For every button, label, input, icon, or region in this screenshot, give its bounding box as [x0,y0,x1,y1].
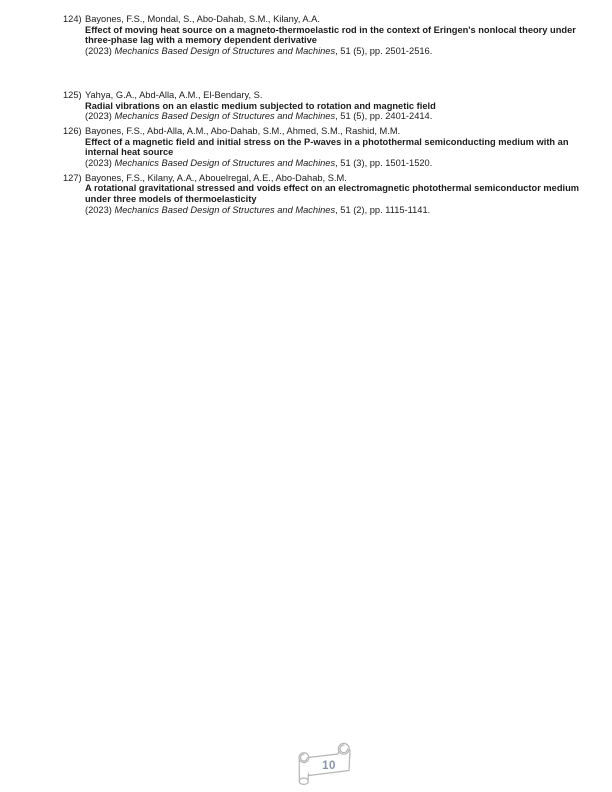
reference-pages: , 51 (5), pp. 2501-2516. [335,46,433,57]
reference-number: 126) [63,125,82,136]
reference-authors: Bayones, F.S., Mondal, S., Abo-Dahab, S.M., Kilany, A.A. [85,14,320,24]
reference-entry-127 [63,173,595,216]
reference-year: (2023) [85,111,115,122]
reference-body [85,90,595,122]
reference-citation [85,46,595,57]
reference-title: A rotational gravitational stressed and voids effect on an electromagnetic photothermal semiconductor medium under three models of thermoelasticity [85,183,580,205]
reference-authors: Bayones, F.S., Kilany, A.A., Abouelregal, A.E., Abo-Dahab, S.M. [85,172,347,183]
page-number: 10 [322,760,336,772]
page-number-scroll [293,738,357,792]
reference-journal: Mechanics Based Design of Structures and Machines [114,158,336,169]
reference-title: Effect of moving heat source on a magneto-thermoelastic rod in the context of Eringen's nonlocal theory under three-phase lag with a memory dependent derivative [85,24,576,46]
reference-pages: , 51 (5), pp. 2401-2414. [335,111,433,122]
reference-list [63,14,595,220]
reference-journal: Mechanics Based Design of Structures and Machines [114,46,336,57]
reference-title: Effect of a magnetic field and initial stress on the P-waves in a photothermal semiconducting medium with an internal heat source [85,136,569,158]
reference-citation [85,205,595,216]
reference-title: Radial vibrations on an elastic medium subjected to rotation and magnetic field [85,100,436,111]
reference-body [85,126,595,169]
reference-year: (2023) [85,158,115,169]
reference-body [85,14,595,57]
reference-entry-125 [63,90,595,122]
reference-number: 125) [63,89,82,100]
reference-number: 124) [63,14,82,24]
reference-year: (2023) [85,46,115,57]
reference-entry-124 [63,14,595,57]
reference-year: (2023) [85,204,115,215]
reference-number: 127) [63,172,82,183]
reference-citation [85,111,595,122]
reference-journal: Mechanics Based Design of Structures and Machines [114,111,336,122]
reference-pages: , 51 (3), pp. 1501-1520. [335,158,433,169]
reference-pages: , 51 (2), pp. 1115-1141. [335,204,431,215]
reference-entry-126 [63,126,595,169]
reference-authors: Yahya, G.A., Abd-Alla, A.M., El-Bendary, S. [85,89,263,100]
reference-body [85,173,595,216]
reference-authors: Bayones, F.S., Abd-Alla, A.M., Abo-Dahab, S.M., Ahmed, S.M., Rashid, M.M. [85,125,401,136]
reference-citation [85,158,595,169]
reference-journal: Mechanics Based Design of Structures and Machines [114,204,336,215]
